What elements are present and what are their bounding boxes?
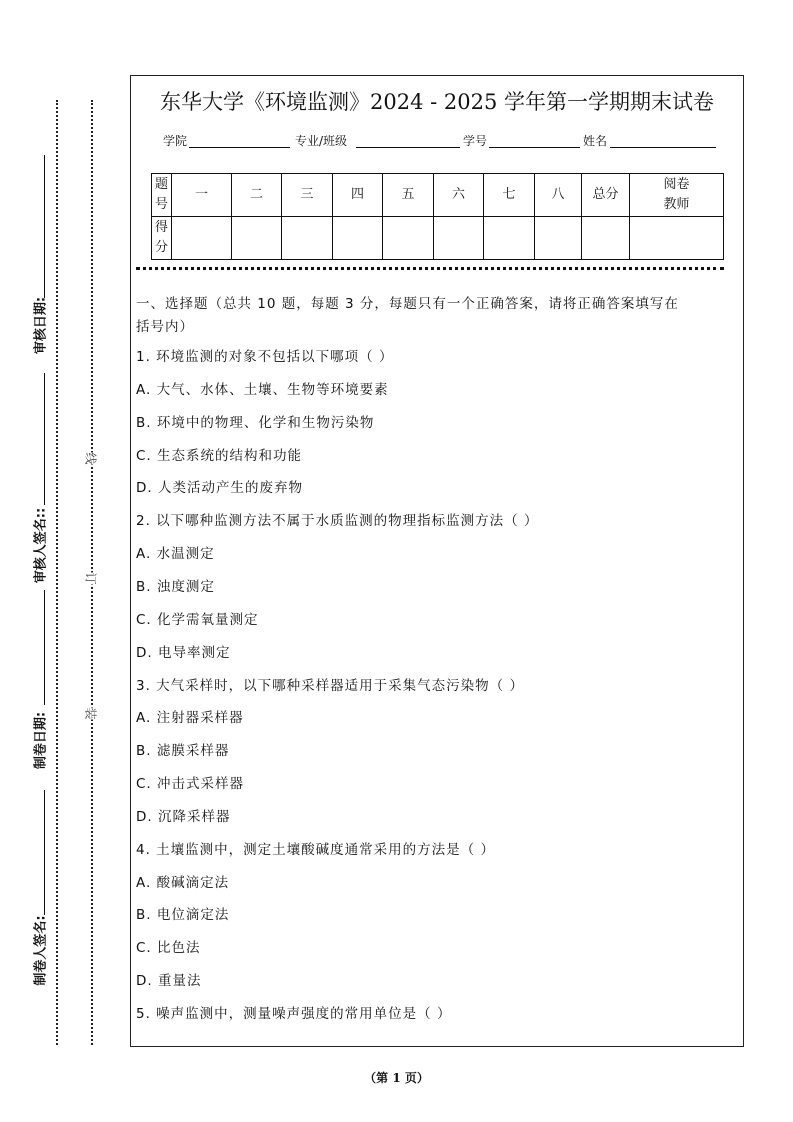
dotted-divider <box>136 267 724 270</box>
major-class-field[interactable] <box>356 147 460 148</box>
col-header: 八 <box>535 174 582 217</box>
col-header: 阅卷教师 <box>630 174 724 217</box>
col-header: 七 <box>484 174 535 217</box>
binding-mark-pack: 装 <box>83 707 98 720</box>
row-label: 题号 <box>152 174 172 217</box>
score-cell <box>333 217 383 260</box>
maker-sign-line <box>44 790 45 915</box>
answer-option: B. 环境中的物理、化学和生物污染物 <box>136 414 375 431</box>
binding-mark-bind: 订 <box>83 572 98 585</box>
name-field[interactable] <box>610 147 716 148</box>
answer-option: D. 重量法 <box>136 973 202 990</box>
score-cell <box>535 217 582 260</box>
answer-option: C. 冲击式采样器 <box>136 776 245 793</box>
college-label: 学院 <box>163 134 188 148</box>
student-id-field[interactable] <box>489 147 580 148</box>
answer-option: C. 生态系统的结构和功能 <box>136 447 303 464</box>
score-cell <box>630 217 724 260</box>
reviewer-sign-line <box>44 373 45 505</box>
answer-option: B. 电位滴定法 <box>136 907 230 924</box>
make-date-line <box>44 590 45 705</box>
student-id-label: 学号 <box>463 134 488 148</box>
major-class-label: 专业/班级 <box>295 134 348 148</box>
score-cell <box>582 217 630 260</box>
score-cell <box>434 217 484 260</box>
answer-option: A. 注射器采样器 <box>136 710 244 727</box>
question-stem: 5. 噪声监测中，测量噪声强度的常用单位是（ ） <box>136 1006 452 1022</box>
score-table <box>151 173 724 260</box>
review-date-line <box>44 155 45 298</box>
col-header: 二 <box>232 174 282 217</box>
score-cell <box>282 217 333 260</box>
college-field[interactable] <box>189 147 290 148</box>
answer-option: C. 比色法 <box>136 940 201 957</box>
answer-option: C. 化学需氧量测定 <box>136 611 259 628</box>
section-heading: 一、选择题（总共 10 题，每题 3 分，每题只有一个正确答案，请将正确答案填写在 <box>136 296 679 312</box>
binding-mark-line: 线 <box>83 452 98 465</box>
answer-option: D. 人类活动产生的废弃物 <box>136 480 303 497</box>
reviewer-sign-label: 审核人签名:: <box>33 507 49 584</box>
binding-dotted-line-outer <box>56 100 58 1045</box>
col-header: 六 <box>434 174 484 217</box>
question-stem: 2. 以下哪种监测方法不属于水质监测的物理指标监测方法（ ） <box>136 513 539 530</box>
col-header: 一 <box>172 174 232 217</box>
score-cell <box>484 217 535 260</box>
maker-sign-label: 制卷人签名: <box>33 915 49 986</box>
score-cell <box>383 217 434 260</box>
col-header: 三 <box>282 174 333 217</box>
col-header: 五 <box>383 174 434 217</box>
score-cell <box>232 217 282 260</box>
page-title: 东华大学《环境监测》2024 - 2025 学年第一学期期末试卷 <box>159 90 714 114</box>
name-label: 姓名 <box>583 134 608 148</box>
col-header: 总分 <box>582 174 630 217</box>
question-number-row <box>152 174 724 217</box>
answer-option: D. 电导率测定 <box>136 644 231 661</box>
page-number: （第 1 页） <box>364 1071 429 1085</box>
question-stem: 1. 环境监测的对象不包括以下哪项（ ） <box>136 349 394 365</box>
row-label: 得分 <box>152 217 172 260</box>
col-header: 四 <box>333 174 383 217</box>
answer-option: D. 沉降采样器 <box>136 808 231 825</box>
score-row <box>152 217 724 260</box>
answer-option: A. 酸碱滴定法 <box>136 874 230 891</box>
answer-option: A. 水温测定 <box>136 546 215 563</box>
question-stem: 3. 大气采样时，以下哪种采样器适用于采集气态污染物（ ） <box>136 677 524 694</box>
review-date-label: 审核日期: <box>33 296 49 355</box>
answer-option: A. 大气、水体、土壤、生物等环境要素 <box>136 381 389 398</box>
score-cell <box>172 217 232 260</box>
make-date-label: 制卷日期: <box>33 711 49 770</box>
answer-option: B. 浊度测定 <box>136 578 215 595</box>
section-heading-cont: 括号内） <box>136 319 194 335</box>
answer-option: B. 滤膜采样器 <box>136 743 230 760</box>
question-stem: 4. 土壤监测中，测定土壤酸碱度通常采用的方法是（ ） <box>136 841 495 858</box>
